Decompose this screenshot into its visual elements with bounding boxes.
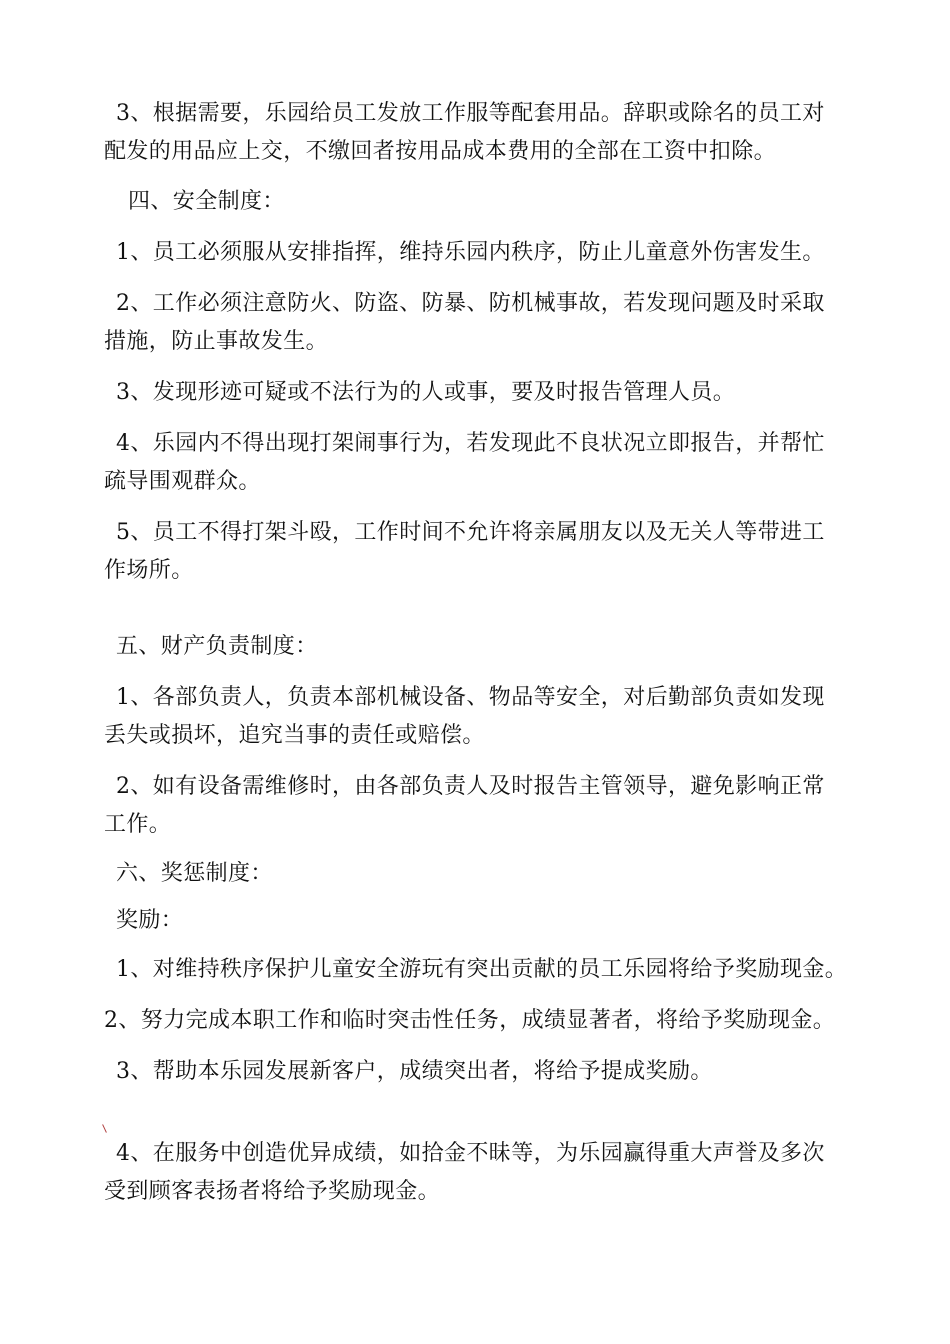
subheading-rewards: 奖励： xyxy=(116,908,184,933)
section-heading-property: 五、财产负责制度： xyxy=(116,634,318,659)
section-heading-rewards-penalties: 六、奖惩制度： xyxy=(116,861,273,886)
paragraph-line: 2、努力完成本职工作和临时突击性任务，成绩显著者，将给予奖励现金。 xyxy=(104,1008,836,1033)
paragraph-line: 1、各部负责人，负责本部机械设备、物品等安全，对后勤部负责如发现 xyxy=(116,685,825,710)
paragraph-line: 5、员工不得打架斗殴，工作时间不允许将亲属朋友以及无关人等带进工 xyxy=(116,520,825,545)
section-heading-safety: 四、安全制度： xyxy=(128,189,285,214)
paragraph-line: 3、根据需要，乐园给员工发放工作服等配套用品。辞职或除名的员工对 xyxy=(116,101,825,126)
paragraph-line: 工作。 xyxy=(104,812,172,837)
paragraph-line: 4、乐园内不得出现打架闹事行为，若发现此不良状况立即报告，并帮忙 xyxy=(116,431,825,456)
stray-mark xyxy=(102,1124,107,1133)
paragraph-line: 作场所。 xyxy=(104,558,194,583)
paragraph-line: 受到顾客表扬者将给予奖励现金。 xyxy=(104,1179,441,1204)
paragraph-line: 丢失或损坏，追究当事的责任或赔偿。 xyxy=(104,723,485,748)
paragraph-line: 1、员工必须服从安排指挥，维持乐园内秩序，防止儿童意外伤害发生。 xyxy=(116,240,825,265)
paragraph-line: 疏导围观群众。 xyxy=(104,469,261,494)
paragraph-line: 3、帮助本乐园发展新客户，成绩突出者，将给予提成奖励。 xyxy=(116,1059,713,1084)
paragraph-line: 2、如有设备需维修时，由各部负责人及时报告主管领导，避免影响正常 xyxy=(116,774,825,799)
paragraph-line: 4、在服务中创造优异成绩，如拾金不昧等，为乐园赢得重大声誉及多次 xyxy=(116,1141,825,1166)
paragraph-line: 措施，防止事故发生。 xyxy=(104,329,329,354)
paragraph-line: 2、工作必须注意防火、防盗、防暴、防机械事故，若发现问题及时采取 xyxy=(116,291,825,316)
paragraph-line: 配发的用品应上交，不缴回者按用品成本费用的全部在工资中扣除。 xyxy=(104,139,777,164)
paragraph-line: 3、发现形迹可疑或不法行为的人或事，要及时报告管理人员。 xyxy=(116,380,736,405)
paragraph-line: 1、对维持秩序保护儿童安全游玩有突出贡献的员工乐园将给予奖励现金。 xyxy=(116,957,848,982)
